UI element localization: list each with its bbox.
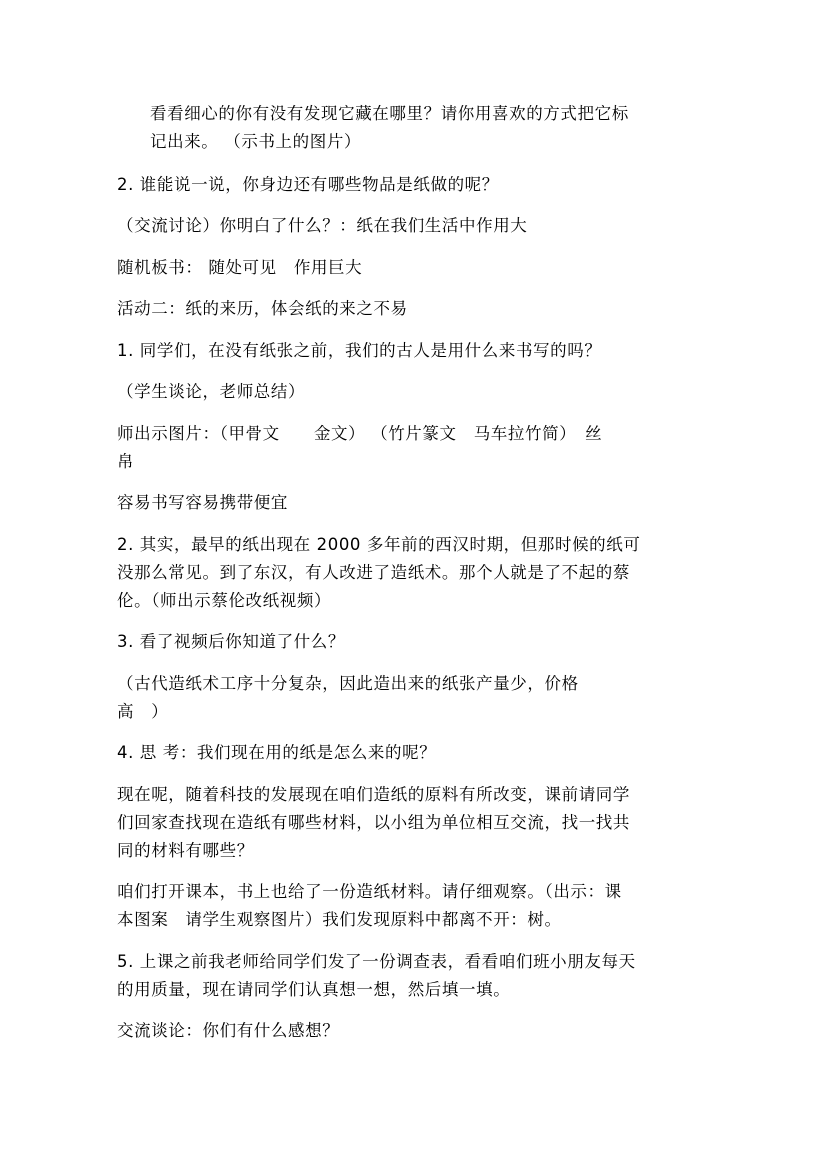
paragraph-discussion bbox=[117, 212, 702, 240]
text-line: 本图案 请学生观察图片）我们发现原料中都离不开：树。 bbox=[117, 910, 562, 929]
paragraph-question-1 bbox=[117, 337, 702, 365]
text-line: 们回家查找现在造纸有哪些材料，以小组为单位相互交流，找一找共 bbox=[117, 813, 630, 832]
text-line: 现在呢，随着科技的发展现在咱们造纸的原料有所改变，课前请同学 bbox=[117, 785, 630, 804]
text-line: 1. 同学们，在没有纸张之前，我们的古人是用什么来书写的吗？ bbox=[117, 341, 602, 360]
paragraph-history bbox=[117, 531, 702, 615]
text-line: 2. 其实，最早的纸出现在 2000 多年前的西汉时期，但那时候的纸可 bbox=[117, 535, 641, 554]
paragraph-intro bbox=[150, 100, 702, 156]
text-line: 3. 看了视频后你知道了什么？ bbox=[117, 632, 345, 651]
text-line: 容易书写容易携带便宜 bbox=[117, 493, 288, 512]
paragraph-board-notes bbox=[117, 254, 702, 282]
paragraph-feelings bbox=[117, 1017, 702, 1045]
text-line: 师出示图片：（甲骨文 金文） （竹片篆文 马车拉竹简） 丝 bbox=[117, 424, 603, 443]
paragraph-ancient-process bbox=[117, 670, 702, 726]
text-line: （学生谈论，老师总结） bbox=[117, 382, 306, 401]
paragraph-student-talk bbox=[117, 378, 702, 406]
text-line: 交流谈论：你们有什么感想？ bbox=[117, 1021, 340, 1040]
text-line: 记出来。 （示书上的图片） bbox=[150, 132, 362, 151]
text-line: 2. 谁能说一说，你身边还有哪些物品是纸做的呢？ bbox=[117, 175, 499, 194]
paragraph-survey bbox=[117, 948, 702, 1004]
text-line: 咱们打开课本，书上也给了一份造纸材料。请仔细观察。（出示：课 bbox=[117, 882, 622, 901]
text-line: 看看细心的你有没有发现它藏在哪里？请你用喜欢的方式把它标 bbox=[150, 104, 629, 123]
text-line: 4. 思 考：我们现在用的纸是怎么来的呢？ bbox=[117, 743, 437, 762]
text-line: 活动二：纸的来历，体会纸的来之不易 bbox=[117, 299, 408, 318]
text-line: 高 ） bbox=[117, 702, 169, 721]
text-line: 没那么常见。到了东汉，有人改进了造纸术。那个人就是了不起的蔡 bbox=[117, 563, 630, 582]
paragraph-easy-writing bbox=[117, 489, 702, 517]
text-line: （古代造纸术工序十分复杂，因此造出来的纸张产量少，价格 bbox=[117, 674, 579, 693]
text-line: 的用质量，现在请同学们认真想一想，然后填一填。 bbox=[117, 980, 511, 999]
text-line: 帛 bbox=[117, 452, 135, 471]
paragraph-modern-materials bbox=[117, 781, 702, 865]
paragraph-question-4 bbox=[117, 739, 702, 767]
text-line: （交流讨论）你明白了什么？：纸在我们生活中作用大 bbox=[117, 216, 528, 235]
paragraph-question-3 bbox=[117, 628, 702, 656]
text-line: 同的材料有哪些？ bbox=[117, 841, 254, 860]
paragraph-question-2 bbox=[117, 171, 702, 199]
text-line: 伦。（师出示蔡伦改纸视频） bbox=[117, 591, 332, 610]
paragraph-teacher-images bbox=[117, 420, 702, 476]
paragraph-textbook bbox=[117, 878, 702, 934]
paragraph-activity-two bbox=[117, 295, 702, 323]
text-line: 随机板书： 随处可见 作用巨大 bbox=[117, 258, 363, 277]
text-line: 5. 上课之前我老师给同学们发了一份调查表，看看咱们班小朋友每天 bbox=[117, 952, 636, 971]
